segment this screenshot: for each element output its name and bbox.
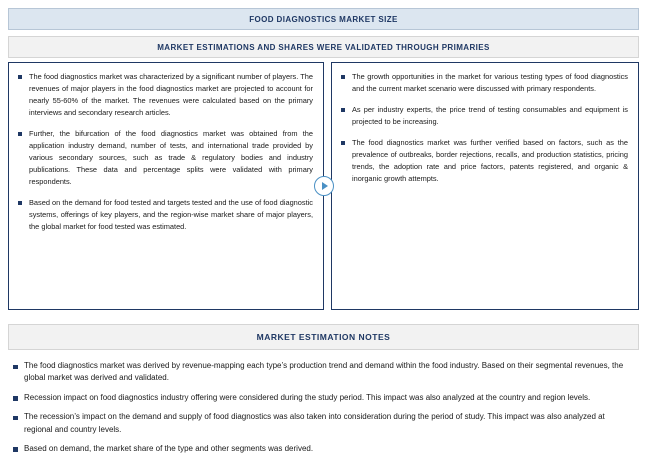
notes-header-bar — [8, 324, 639, 350]
notes-body — [8, 354, 639, 468]
play-arrow-right-icon — [314, 176, 334, 196]
list-item: The food diagnostics market was further verified based on factors, such as the prevalence of outbreaks, border rejections, recalls, and production statistics, pricing trends, the adoption rate and price factors, patents registered, and organic & inorganic growth attempts. — [340, 137, 628, 185]
page-title: FOOD DIAGNOSTICS MARKET SIZE — [249, 14, 398, 24]
list-item: Based on the demand for food tested and targets tested and the use of food diagnostic systems, offerings of key players, and the region-wise market share of major players, the global market for food tested was estimated. — [17, 197, 313, 233]
list-item: The recession’s impact on the demand and supply of food diagnostics was also taken into consideration during the period of study. This impact was also analyzed at regional and country levels. — [10, 411, 633, 436]
page-subtitle-bar — [8, 36, 639, 58]
arrow-triangle — [322, 182, 328, 190]
page-subtitle: MARKET ESTIMATIONS AND SHARES WERE VALIDATED THROUGH PRIMARIES — [157, 42, 490, 52]
list-item: As per industry experts, the price trend of testing consumables and equipment is projected to be increasing. — [340, 104, 628, 128]
notes-list — [10, 360, 633, 455]
list-item: Further, the bifurcation of the food diagnostics market was obtained from the application industry demand, number of tests, and international trade provided by various secondary sources, such as trade & regulatory bodies and industry publications. These data and percentage splits were validated with primary respondents. — [17, 128, 313, 188]
right-panel-list — [340, 71, 628, 185]
notes-header-title: MARKET ESTIMATION NOTES — [256, 332, 391, 342]
left-panel-list — [17, 71, 313, 233]
list-item: The food diagnostics market was derived by revenue-mapping each type’s production trend and demand within the food industry. Based on their segmental revenues, the global market was derived and validated. — [10, 360, 633, 385]
list-item: Recession impact on food diagnostics industry offering were considered during the study period. This impact was also analyzed at the country and region levels. — [10, 392, 633, 404]
page-title-bar — [8, 8, 639, 30]
list-item: The growth opportunities in the market for various testing types of food diagnostics and the current market scenario were discussed with primary respondents. — [340, 71, 628, 95]
list-item: Based on demand, the market share of the type and other segments was derived. — [10, 443, 633, 455]
left-panel — [8, 62, 324, 310]
list-item: The food diagnostics market was characterized by a significant number of players. The revenues of major players in the food diagnostics market are projected to account for nearly 55-60% of the market. The revenues were calculated based on the primary interviews and secondary research articles. — [17, 71, 313, 119]
right-panel — [331, 62, 639, 310]
